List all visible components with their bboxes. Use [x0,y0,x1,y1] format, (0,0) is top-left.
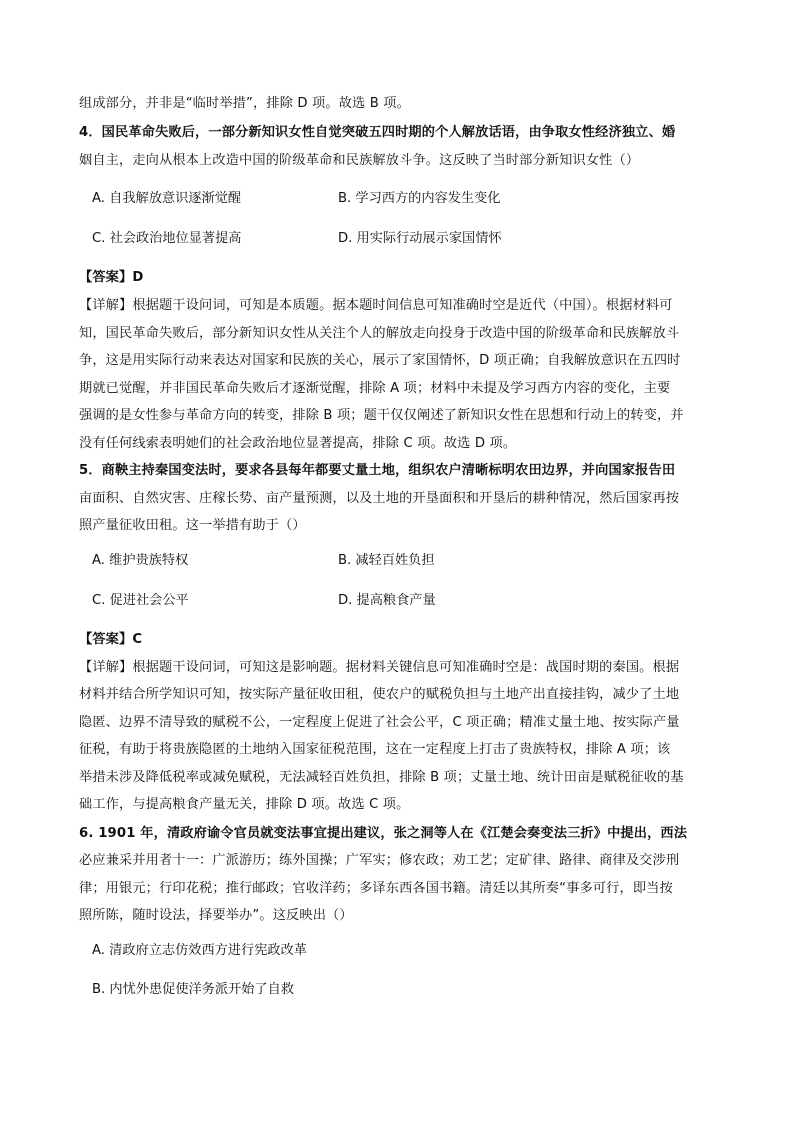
option-a: A. 维护贵族特权 [92,553,189,568]
explanation-line: 【详解】根据题干设问词，可知这是影响题。据材料关键信息可知准确时空是：战国时期的秦国。根据 [79,660,680,675]
explanation-line: 础工作，与提高粮食产量无关，排除 D 项。故选 C 项。 [79,797,410,812]
explanation-line: 隐匿、边界不清导致的赋税不公，一定程度上促进了社会公平，C 项正确；精准丈量土地、按实际产量 [79,715,680,730]
explanation-line: 争，这是用实际行动来表达对国家和民族的关心，展示了家国情怀，D 项正确；自我解放意识在五四时 [79,353,681,368]
question-6-stem: 照所陈，随时设法，择要举办”。这反映出（） [79,908,353,923]
option-a: A. 清政府立志仿效西方进行宪政改革 [92,943,307,958]
option-b: B. 内忧外患促使洋务派开始了自救 [92,982,295,997]
answer-label: 【答案】C [79,632,143,647]
option-d: D. 提高粮食产量 [338,593,436,608]
question-5-stem: 照产量征收田租。这一举措有助于（） [79,518,306,533]
text-line: 组成部分，并非是“临时举措”，排除 D 项。故选 B 项。 [79,96,410,111]
explanation-line: 材料并结合所学知识可知，按实际产量征收田租，使农户的赋税负担与土地产出直接挂钩，减少了土地 [79,687,680,702]
option-a: A. 自我解放意识逐渐觉醒 [92,191,242,206]
option-d: D. 用实际行动展示家国情怀 [338,231,502,246]
question-4-stem: 姻自主，走向从根本上改造中国的阶级革命和民族解放斗争。这反映了当时部分新知识女性（） [79,153,640,168]
question-5-stem: 5．商鞅主持秦国变法时，要求各县每年都要丈量土地，组织农户清晰标明农田边界，并向国家报告田 [79,463,676,478]
explanation-line: 强调的是女性参与革命方向的转变，排除 B 项；题干仅仅阐述了新知识女性在思想和行动上的转变，并 [79,408,684,423]
option-b: B. 减轻百姓负担 [338,553,435,568]
option-c: C. 社会政治地位显著提高 [92,231,242,246]
explanation-line: 期就已觉醒，并非国民革命失败后才逐渐觉醒，排除 A 项；材料中未提及学习西方内容的变化，主要 [79,381,671,396]
explanation-line: 知，国民革命失败后，部分新知识女性从关注个人的解放走向投身于改造中国的阶级革命和民族解放斗 [79,326,680,341]
explanation-line: 举措未涉及降低税率或减免赋税，无法减轻百姓负担，排除 B 项；丈量土地、统计田亩是赋税征收的基 [79,770,684,785]
explanation-line: 没有任何线索表明她们的社会政治地位显著提高，排除 C 项。故选 D 项。 [79,436,517,451]
explanation-line: 征税，有助于将贵族隐匿的土地纳入国家征税范围，这在一定程度上打击了贵族特权，排除 A 项；该 [79,742,671,757]
question-6-stem: 6. 1901 年，清政府谕令官员就变法事宜提出建议，张之洞等人在《江楚会奏变法三折》中提出，西法 [79,826,688,841]
question-6-stem: 必应兼采并用者十一：广派游历；练外国操；广军实；修农政；劝工艺；定矿律、路律、商律及交涉刑 [79,853,680,868]
question-6-stem: 律；用银元；行印花税；推行邮政；官收洋药；多译东西各国书籍。清廷以其所奏“事多可行，即当按 [79,881,673,896]
option-b: B. 学习西方的内容发生变化 [338,191,501,206]
question-4-stem: 4．国民革命失败后，一部分新知识女性自觉突破五四时期的个人解放话语，由争取女性经济独立、婚 [79,125,676,140]
question-5-stem: 亩面积、自然灾害、庄稼长势、亩产量预测，以及土地的开垦面积和开垦后的耕种情况，然后国家再按 [79,491,680,506]
explanation-line: 【详解】根据题干设问词，可知是本质题。据本题时间信息可知准确时空是近代（中国）。根据材料可 [79,298,673,313]
answer-label: 【答案】D [79,270,144,285]
option-c: C. 促进社会公平 [92,593,189,608]
